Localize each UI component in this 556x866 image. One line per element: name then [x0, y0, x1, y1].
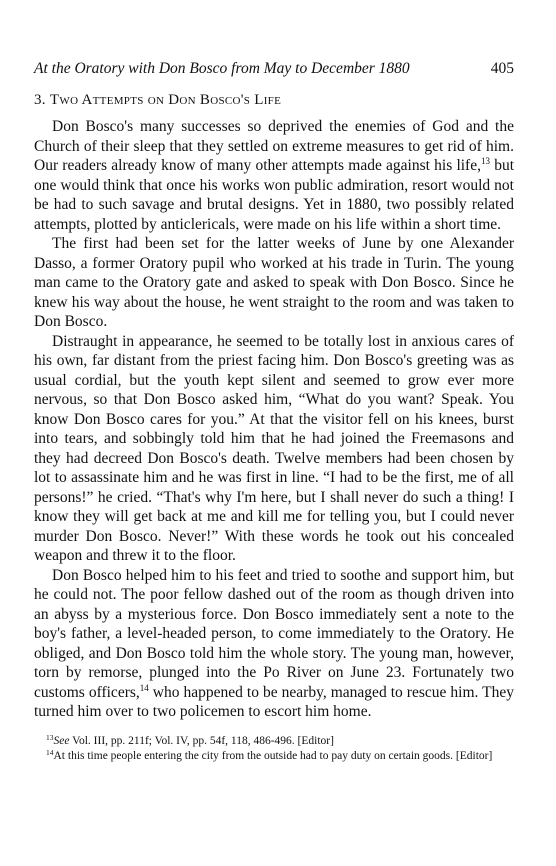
- paragraph-4: [34, 566, 514, 722]
- section-heading: [34, 92, 514, 109]
- paragraph-3: Distraught in appearance, he seemed to be totally lost in anxious cares of his own, far distant from the priest facing him. Don Bosco's greeting was as usual cordial, but the youth kept silent and seemed to grow ever more nervous, so that Don Bosco asked him, “What do you want? Speak. You know Don Bosco cares for you.” At that the visitor fell on his knees, burst into tears, and sobbingly told him that he had joined the Freemasons and they had decreed Don Bosco's death. Twelve members had been chosen by lot to assassinate him and he was first in line. “I had to be the first, me of all persons!” he cried. “That's why I'm here, but I shall never do such a thing! I know they will get back at me and kill me for telling you, but I could never murder Don Bosco. Never!” With these words he took out his concealed weapon and threw it to the floor.: [34, 332, 514, 564]
- footnote-13-mark: 13: [46, 732, 54, 742]
- footnotes: [34, 734, 514, 764]
- running-head-title: At the Oratory with Don Bosco from May to December 1880: [34, 60, 410, 77]
- footnote-13: [34, 734, 514, 749]
- running-head: [34, 60, 514, 78]
- paragraph-1-text-b: but one would think that once his works won public admiration, resort would not be had to such savage and brutal designs. Yet in 1880, two possibly related attempts, plotted by anticlericals, were made on his life within a short time.: [34, 157, 514, 233]
- book-page: [34, 60, 514, 764]
- footnote-14: [34, 749, 514, 764]
- paragraph-4-text-b: who happened to be nearby, managed to rescue him. They turned him over to two policemen to escort him home.: [34, 683, 514, 720]
- page-number: 405: [490, 60, 514, 77]
- section-number: 3.: [34, 92, 46, 108]
- paragraph-1: [34, 117, 514, 234]
- paragraph-2: The first had been set for the latter weeks of June by one Alexander Dasso, a former Oratory pupil who worked at his trade in Turin. The young man came to the Oratory gate and asked to speak with Don Bosco. Since he knew his way about the house, he went straight to the room and was taken to Don Bosco.: [34, 235, 514, 330]
- paragraph-4-text-a: Don Bosco helped him to his feet and tried to soothe and support him, but he could not. The poor fellow dashed out of the room as though driven into an abyss by a mysterious force. Don Bosco immediately sent a note to the boy's father, a level-headed person, to come immediately to the Oratory. He obliged, and Don Bosco told him the whole story. The young man, however, torn by remorse, plunged into the Po River on June 23. Fortunately two customs officers,: [34, 566, 514, 701]
- footnote-13-see: See: [53, 734, 70, 747]
- footnote-14-mark: 14: [46, 747, 54, 757]
- footnote-ref-13: 13: [480, 156, 490, 166]
- footnote-14-text: At this time people entering the city from the outside had to pay duty on certain goods. [Editor]: [53, 749, 493, 762]
- footnote-13-text: Vol. III, pp. 211f; Vol. IV, pp. 54f, 118, 486-496. [Editor]: [69, 734, 334, 747]
- section-title: Two Attempts on Don Bosco's Life: [49, 92, 282, 108]
- paragraph-1-text-a: Don Bosco's many successes so deprived the enemies of God and the Church of their sleep that they settled on extreme measures to get rid of him. Our readers already know of many other attempts made against his life,: [34, 118, 514, 174]
- body-text: [34, 117, 514, 722]
- footnote-ref-14: 14: [139, 682, 149, 693]
